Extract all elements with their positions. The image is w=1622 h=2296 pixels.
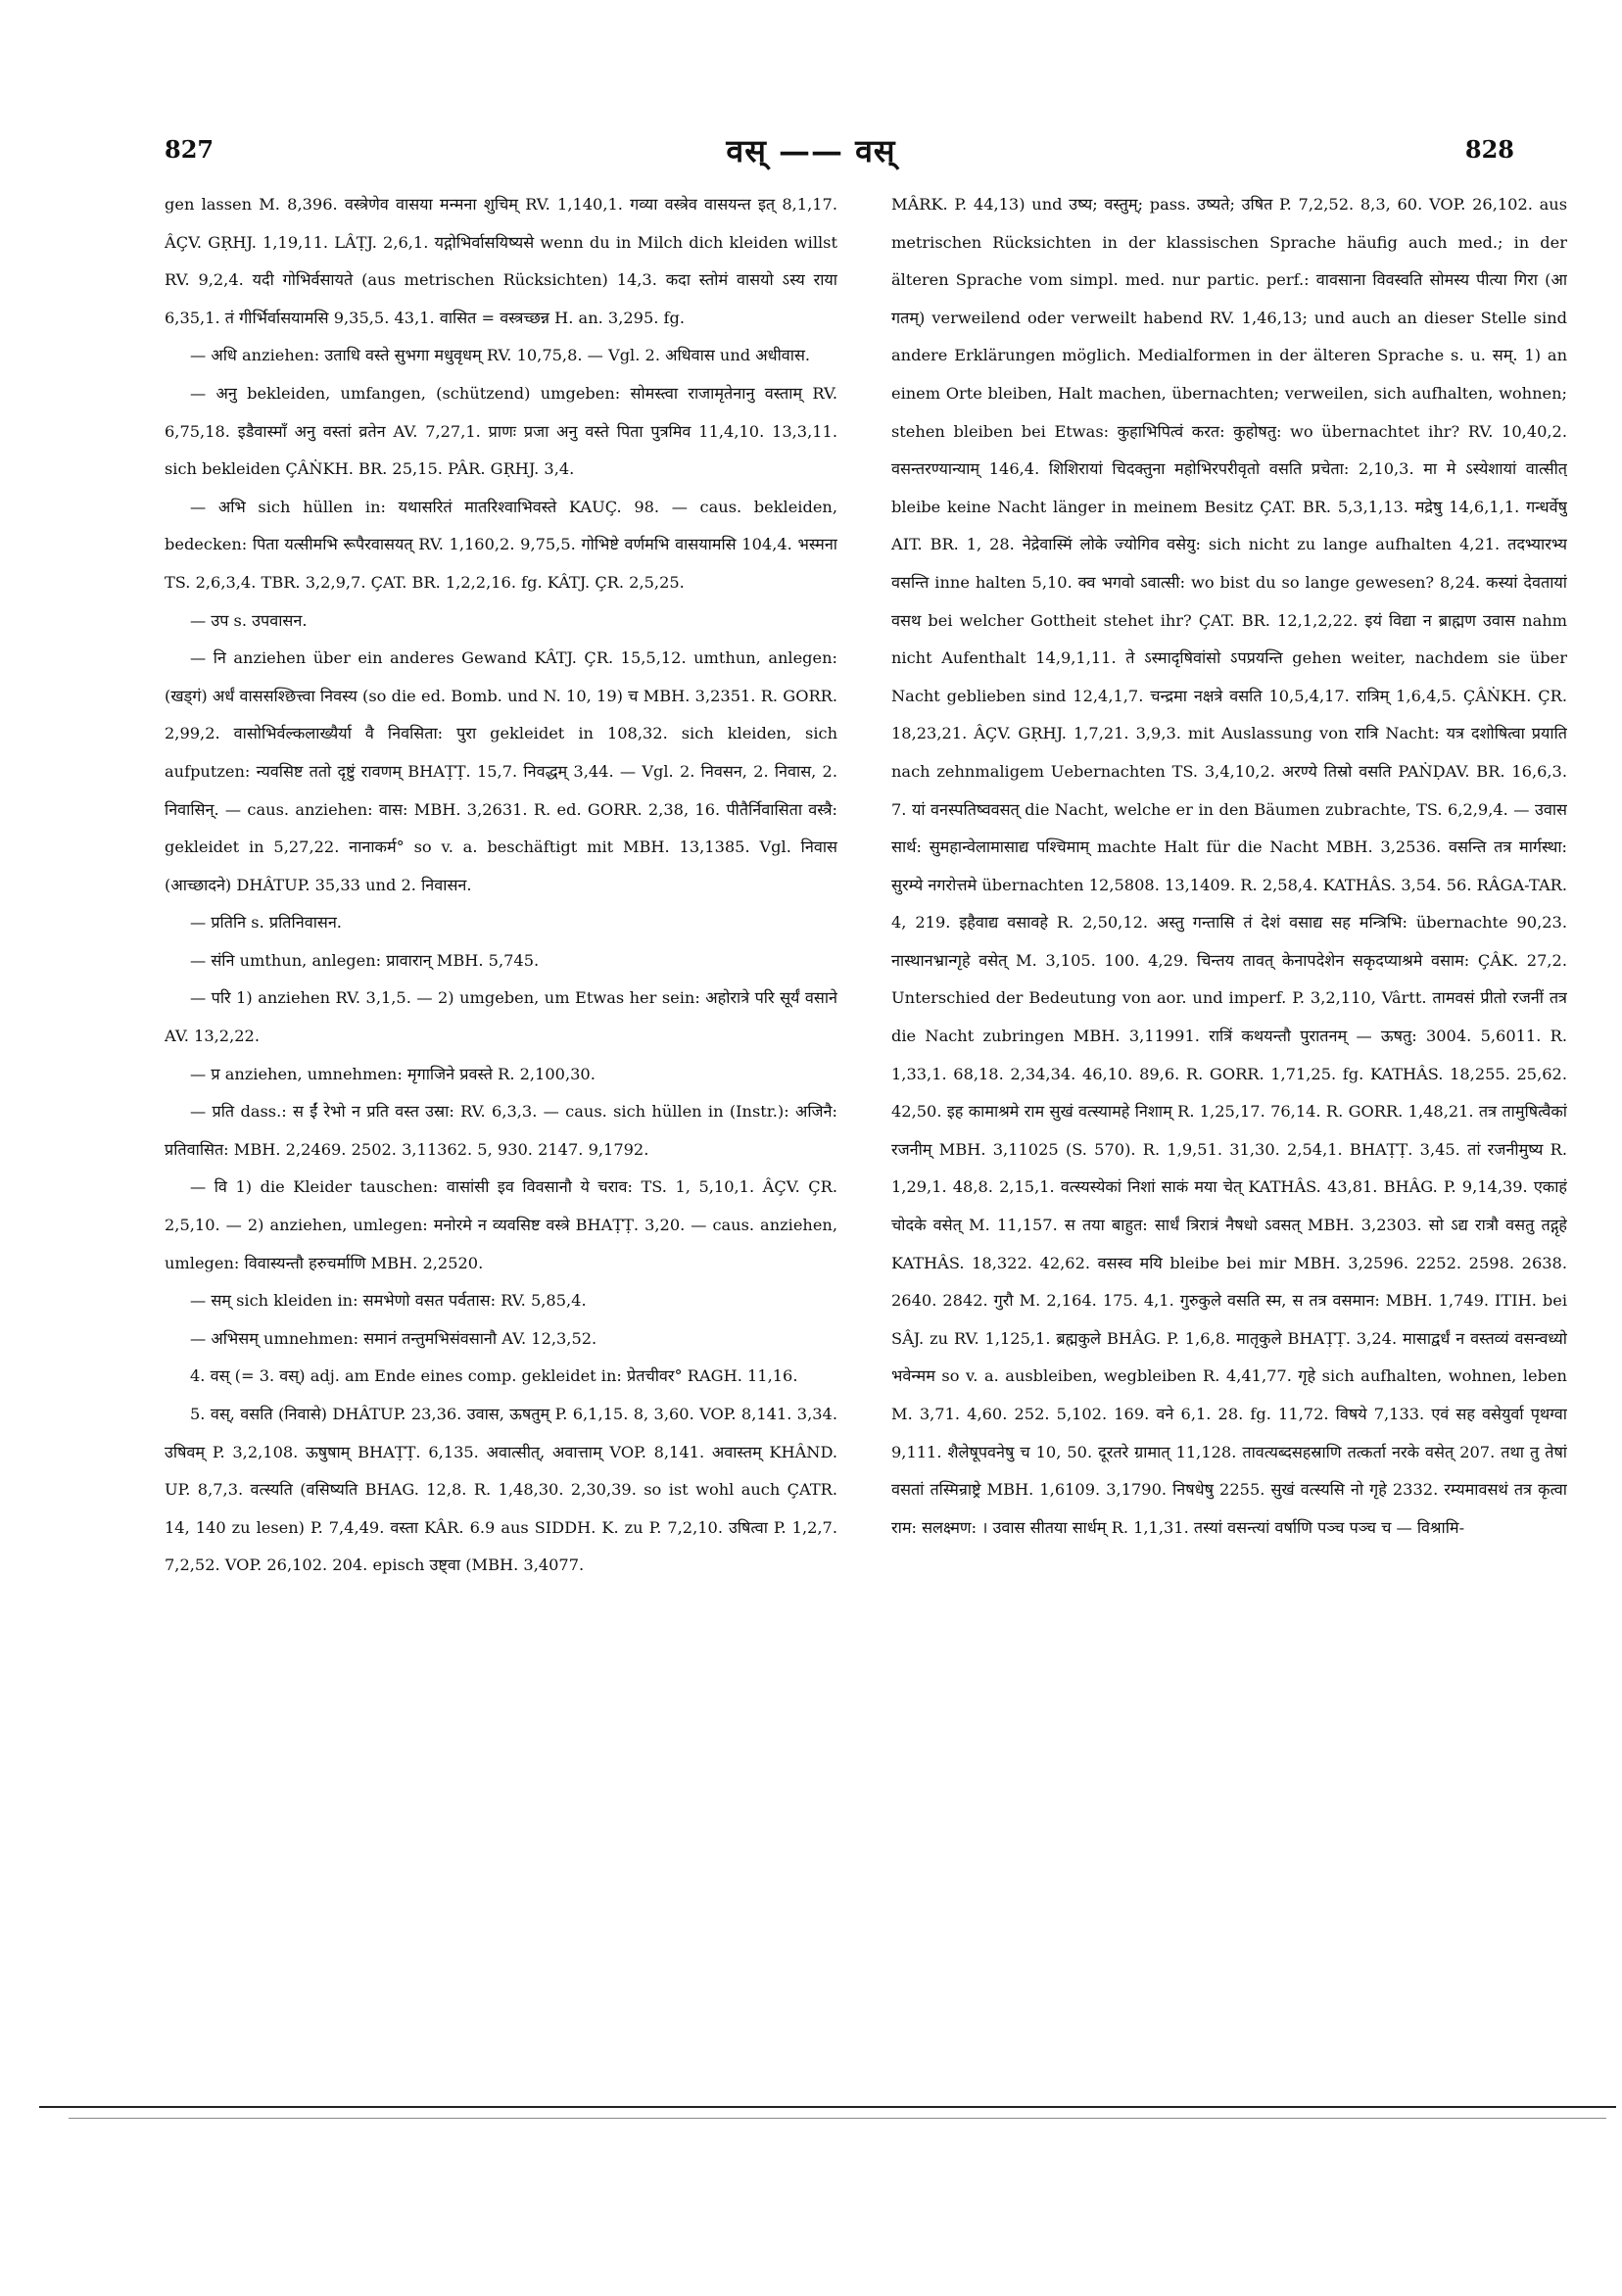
left-column [165,186,837,1949]
paragraph: — प्रति dass.: स ईं रेभो न प्रति वस्त उस्रा: RV. 6,3,3. — caus. sich hüllen in (Instr.): अजिनै: प्रतिवासित: MBH. 2,2469. 2502. 3,11362. 5, 930. 2147. 9,1792. [165,1102,837,1159]
bottom-rule-thin [69,2118,1606,2119]
bottom-rule [39,2106,1616,2108]
right-column [891,186,1567,1949]
paragraph: — प्रतिनि s. प्रतिनिवासन. [190,913,342,933]
paragraph: — प्र anziehen, umnehmen: मृगाजिने प्रवस्ते R. 2,100,30. [190,1064,596,1083]
paragraph: — उप s. उपवासन. [190,610,308,630]
paragraph: — परि 1) anziehen RV. 3,1,5. — 2) umgeben, um Etwas her sein: अहोरात्रे परि सूर्यं वसाने AV. 13,2,22. [165,988,837,1046]
page-header-title: वस् —— वस् [726,132,896,169]
paragraph: MÂRK. P. 44,13) und उष्य; वस्तुम्; pass. उष्यते; उषित P. 7,2,52. 8,3, 60. VOP. 26,102. aus metrischen Rücksichten in der klassischen Sprache häufig auch med.; in der älteren Sprache vom simpl. med. nur partic. perf.: वावसाना विवस्वति सोमस्य पीत्या गिरा (आ गतम्) verweilend oder verweilt habend RV. 1,46,13; und auch an dieser Stelle sind andere Erklärungen möglich. Medialformen in der älteren Sprache s. u. सम्. 1) an einem Orte bleiben, Halt machen, übernachten; verweilen, sich aufhalten, wohnen; stehen bleiben bei Etwas: कुहाभिपित्वं करत: कुहोषतु: wo übernachtet ihr? RV. 10,40,2. वसन्तरण्यान्याम् 146,4. शिशिरायां चिदक्तुना महोभिरपरीवृतो वसति प्रचेता: 2,10,3. मा मे ऽस्येशायां वात्सीत् bleibe keine Nacht länger in meinem Besitz ÇAT. BR. 5,3,1,13. मद्रेषु 14,6,1,1. गन्धर्वेषु AIT. BR. 1, 28. नेद्रेवास्मिं लोके ज्योगिव वसेयु: sich nicht zu lange aufhalten 4,21. तदभ्यारभ्य वसन्ति inne halten 5,10. क्व भगवो ऽवात्सी: wo bist du so lange gewesen? 8,24. कस्यां देवतायां वसथ bei welcher Gottheit stehet ihr? ÇAT. BR. 12,1,2,22. इयं विद्या न ब्राह्मण उवास nahm nicht Aufenthalt 14,9,1,11. ते ऽस्मादृषिवांसो ऽपप्रयन्ति gehen weiter, nachdem sie über Nacht geblieben sind 12,4,1,7. चन्द्रमा नक्षत्रे वसति 10,5,4,17. रात्रिम् 1,6,4,5. ÇÂṄKH. ÇR. 18,23,21. ÂÇV. GṚHJ. 1,7,21. 3,9,3. mit Auslassung von रात्रि Nacht: यत्र दशोषित्वा प्रयाति nach zehnmaligem Uebernachten TS. 3,4,10,2. अरण्ये तिस्रो वसति PAṄḌAV. BR. 16,6,3. 7. यां वनस्पतिष्ववसत् die Nacht, welche er in den Bäumen zubrachte, TS. 6,2,9,4. — उवास सार्थ: सुमहान्वेलामासाद्य पश्चिमाम् machte Halt für die Nacht MBH. 3,2536. वसन्ति तत्र मार्गस्था: सुरम्ये नगरोत्तमे übernachten 12,5808. 13,1409. R. 2,58,4. KATHÂS. 3,54. 56. RÂGA-TAR. 4, 219. इहैवाद्य वसावहे R. 2,50,12. अस्तु गन्तासि तं देशं वसाद्य सह मन्त्रिभि: übernachte 90,23. नास्थानभ्रान्गृहे वसेत् M. 3,105. 100. 4,29. चिन्तय तावत् केनापदेशेन सकृदप्याश्रमे वसाम: ÇÂK. 27,2. Unterschied der Bedeutung von aor. und imperf. P. 3,2,110, Vârtt. तामवसं प्रीतो रजनीं तत्र die Nacht zubringen MBH. 3,11991. रात्रिं कथयन्तौ पुरातनम् — ऊषतु: 3004. 5,6011. R. 1,33,1. 68,18. 2,34,34. 46,10. 89,6. R. GORR. 1,71,25. fg. KATHÂS. 18,255. 25,62. 42,50. इह कामाश्रमे राम सुखं वत्स्यामहे निशाम् R. 1,25,17. 76,14. R. GORR. 1,48,21. तत्र तामुषित्वैकां रजनीम् MBH. 3,11025 (S. 570). R. 1,9,51. 31,30. 2,54,1. BHAṬṬ. 3,45. तां रजनीमुष्य R. 1,29,1. 48,8. 2,15,1. वत्स्यस्येकां निशां साकं मया चेत् KATHÂS. 43,81. BHÂG. P. 9,14,39. एकाहं चोदके वसेत् M. 11,157. स तया बाहुत: सार्धं त्रिरात्रं नैषधो ऽवसत् MBH. 3,2303. सो ऽद्य रात्रौ वसतु तद्गृहे KATHÂS. 18,322. 42,62. वसस्व मयि bleibe bei mir MBH. 3,2596. 2252. 2598. 2638. 2640. 2842. गुरौ M. 2,164. 175. 4,1. गुरुकुले वसति स्म, स तत्र वसमान: MBH. 1,749. ITIH. bei SÂJ. zu RV. 1,125,1. ब्रह्मकुले BHÂG. P. 1,6,8. मातृकुले BHAṬṬ. 3,24. मासाद्वर्धं न वस्तव्यं वसन्वध्यो भवेन्मम so v. a. ausbleiben, wegbleiben R. 4,41,77. गृहे sich aufhalten, wohnen, leben M. 3,71. 4,60. 252. 5,102. 169. वने 6,1. 28. fg. 11,72. विषये 7,133. एवं सह वसेयुर्वा पृथग्वा 9,111. शैलेषूपवनेषु च 10, 50. दूरतरे ग्रामात् 11,128. तावत्यब्दसहस्राणि तत्कर्ता नरके वसेत् 207. तथा तु तेषां वसतां तस्मिन्राष्ट्रे MBH. 1,6109. 3,1790. निषधेषु 2255. सुखं वत्स्यसि नो गृहे 2332. रम्यमावसथं तत्र कृत्वा राम: सलक्ष्मण: । उवास सीतया सार्धम् R. 1,1,31. तस्यां वसन्त्यां वर्षाणि पञ्च पञ्च च — विश्रामि- [891,195,1567,1537]
page-number-right: 828 [1464,135,1514,164]
paragraph: — वि 1) die Kleider tauschen: वासांसी इव विवसानौ ये चराव: TS. 1, 5,10,1. ÂÇV. ÇR. 2,5,10. — 2) anziehen, umlegen: मनोरमे न व्यवसिष्ट वस्त्रे BHAṬṬ. 3,20. — caus. anziehen, umlegen: विवास्यन्तौ हरुचर्माणि MBH. 2,2520. [165,1177,837,1272]
paragraph: — नि anziehen über ein anderes Gewand KÂTJ. ÇR. 15,5,12. umthun, anlegen: (खड्गं) अर्धं वाससश्छित्त्वा निवस्य (so die ed. Bomb. und N. 10, 19) च MBH. 3,2351. R. GORR. 2,99,2. वासोभिर्वल्कलाख्यैर्या वै निवसिता: पुरा gekleidet in 108,32. sich kleiden, sich aufputzen: न्यवसिष्ट ततो दृष्टुं रावणम् BHAṬṬ. 15,7. निवद्धम् 3,44. — Vgl. 2. निवसन, 2. निवास, 2. निवासिन्. — caus. anziehen: वास: MBH. 3,2631. R. ed. GORR. 2,38, 16. पीतैर्निवासिता वस्त्रै: gekleidet in 5,27,22. नानाकर्म° so v. a. beschäftigt mit MBH. 13,1385. Vgl. निवास (आच्छादने) DHÂTUP. 35,33 und 2. निवासन. [165,648,837,894]
paragraph: 4. वस् (= 3. वस्) adj. am Ende eines comp. gekleidet in: प्रेतचीवर° RAGH. 11,16. [190,1366,798,1386]
paragraph: — अधि anziehen: उताधि वस्ते सुभगा मधुवृधम् RV. 10,75,8. — Vgl. 2. अधिवास und अधीवास. [190,346,811,365]
paragraph: — अनु bekleiden, umfangen, (schützend) umgeben: सोमस्त्वा राजामृतेनानु वस्ताम् RV. 6,75,18. इडैवास्माँ अनु वस्तां व्रतेन AV. 7,27,1. प्राणः प्रजा अनु वस्ते पिता पुत्रमिव 11,4,10. 13,3,11. sich bekleiden ÇÂṄKH. BR. 25,15. PÂR. GṚHJ. 3,4. [165,383,837,479]
paragraph: — अभिसम् umnehmen: समानं तन्तुमभिसंवसानौ AV. 12,3,52. [190,1328,597,1348]
paragraph: — संनि umthun, anlegen: प्रावारान् MBH. 5,745. [190,950,540,970]
paragraph: gen lassen M. 8,396. वस्त्रेणेव वासया मन्मना शुचिम् RV. 1,140,1. गव्या वस्त्रेव वासयन्त इत् 8,1,17. ÂÇV. GṚHJ. 1,19,11. LÂṬJ. 2,6,1. यद्गोभिर्वासयिष्यसे wenn du in Milch dich kleiden willst RV. 9,2,4. यदी गोभिर्वसायते (aus metrischen Rücksichten) 14,3. कदा स्तोमं वासयो ऽस्य राया 6,35,1. तं गीर्भिर्वासयामसि 9,35,5. 43,1. वासित = वस्त्रच्छन्न H. an. 3,295. fg. [165,195,837,327]
paragraph: — अभि sich hüllen in: यथासरितं मातरिश्वाभिवस्ते KAUÇ. 98. — caus. bekleiden, bedecken: पिता यत्सीमभि रूपैरवासयत् RV. 1,160,2. 9,75,5. गोभिष्टे वर्णमभि वासयामसि 104,4. भस्मना TS. 2,6,3,4. TBR. 3,2,9,7. ÇAT. BR. 1,2,2,16. fg. KÂTJ. ÇR. 2,5,25. [165,497,837,592]
paragraph: — सम् sich kleiden in: समभेणो वसत पर्वतास: RV. 5,85,4. [190,1291,587,1311]
paragraph: 5. वस्, वसति (निवासे) DHÂTUP. 23,36. उवास, ऊषतुम् P. 6,1,15. 8, 3,60. VOP. 8,141. 3,34. उषिवम् P. 3,2,108. ऊषुषाम् BHAṬṬ. 6,135. अवात्सीत्, अवात्ताम् VOP. 8,141. अवास्तम् KHÂND. UP. 8,7,3. वत्स्यति (वसिष्यति BHAG. 12,8. R. 1,48,30. 2,30,39. so ist wohl auch ÇATR. 14, 140 zu lesen) P. 7,4,49. वस्ता KÂR. 6.9 aus SIDDH. K. zu P. 7,2,10. उषित्वा P. 1,2,7. 7,2,52. VOP. 26,102. 204. episch उष्ट्वा (MBH. 3,4077. [165,1405,837,1575]
page-number-left: 827 [165,135,215,164]
